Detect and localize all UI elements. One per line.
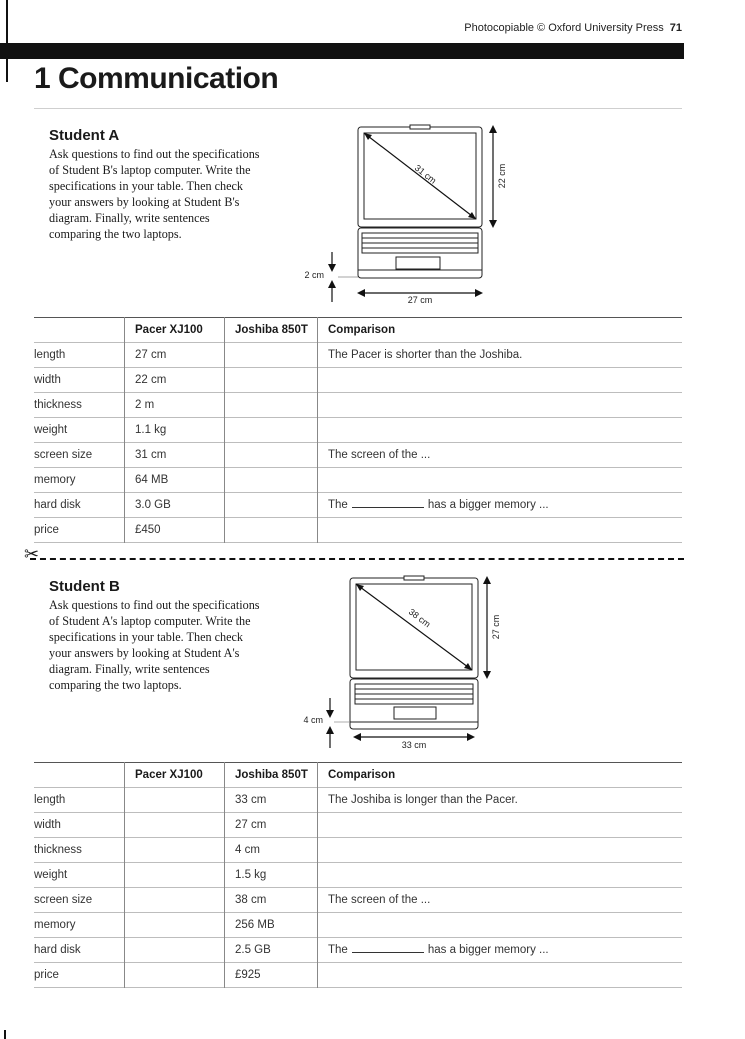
- row-label: weight: [34, 869, 68, 881]
- student-b-table: [34, 762, 682, 988]
- table-row: [34, 888, 682, 913]
- table-header-row: [34, 318, 682, 343]
- table-header-cell: [34, 318, 125, 343]
- pacer-cell: [125, 888, 225, 913]
- row-label: length: [34, 349, 66, 361]
- height-label: 27 cm: [491, 614, 501, 640]
- row-label: screen size: [34, 894, 93, 906]
- pacer-cell: 64 MB: [125, 468, 225, 493]
- joshiba-cell: 1.5 kg: [225, 863, 318, 888]
- row-label: weight: [34, 424, 68, 436]
- row-label: width: [34, 374, 61, 386]
- comparison-cell: [318, 963, 683, 988]
- thickness-label: 2 cm: [304, 270, 324, 280]
- pacer-cell: [125, 838, 225, 863]
- table-header-cell: Joshiba 850T: [225, 763, 318, 788]
- pacer-cell: 22 cm: [125, 368, 225, 393]
- student-a-heading: Student A: [49, 127, 120, 144]
- joshiba-cell: [225, 418, 318, 443]
- table-header-cell: Pacer XJ100: [125, 318, 225, 343]
- laptop-drawing: [350, 576, 478, 729]
- comparison-prefix: The: [328, 499, 348, 511]
- student-b-laptop-diagram: [298, 573, 508, 758]
- table-row: [34, 393, 682, 418]
- table-row: [34, 468, 682, 493]
- pacer-cell: [125, 863, 225, 888]
- comparison-cell: The Joshiba is longer than the Pacer.: [318, 788, 683, 813]
- row-label: thickness: [34, 844, 82, 856]
- joshiba-cell: [225, 393, 318, 418]
- table-row: [34, 518, 682, 543]
- comparison-cell: [318, 863, 683, 888]
- row-label: hard disk: [34, 499, 81, 511]
- joshiba-cell: [225, 468, 318, 493]
- pacer-cell: £450: [125, 518, 225, 543]
- pacer-cell: 31 cm: [125, 443, 225, 468]
- joshiba-cell: 27 cm: [225, 813, 318, 838]
- comparison-cell: [318, 493, 683, 518]
- comparison-cell: [318, 368, 683, 393]
- row-label: thickness: [34, 399, 82, 411]
- table-header-cell: Pacer XJ100: [125, 763, 225, 788]
- copyright-notice: Photocopiable © Oxford University Press: [464, 22, 664, 34]
- joshiba-cell: £925: [225, 963, 318, 988]
- comparison-cell: [318, 418, 683, 443]
- row-label: length: [34, 794, 66, 806]
- comparison-suffix: has a bigger memory ...: [427, 944, 549, 956]
- pacer-cell: [125, 813, 225, 838]
- page-header: [464, 22, 682, 34]
- pacer-cell: [125, 788, 225, 813]
- laptop-drawing: [358, 125, 482, 278]
- title-divider: [34, 108, 682, 109]
- pacer-cell: 3.0 GB: [125, 493, 225, 518]
- joshiba-cell: 4 cm: [225, 838, 318, 863]
- row-label: price: [34, 524, 59, 536]
- table-header-cell: Joshiba 850T: [225, 318, 318, 343]
- comparison-prefix: The: [328, 944, 348, 956]
- table-header-cell: Comparison: [318, 318, 683, 343]
- page-edge-mark: [4, 1030, 6, 1039]
- student-b-heading: Student B: [49, 578, 120, 595]
- table-row: [34, 813, 682, 838]
- comparison-cell: [318, 813, 683, 838]
- pacer-cell: 2 m: [125, 393, 225, 418]
- table-row: [34, 788, 682, 813]
- comparison-cell: [318, 468, 683, 493]
- comparison-cell: [318, 393, 683, 418]
- width-label: 33 cm: [401, 740, 427, 750]
- joshiba-cell: [225, 368, 318, 393]
- joshiba-cell: [225, 443, 318, 468]
- joshiba-cell: [225, 518, 318, 543]
- height-label: 22 cm: [497, 163, 507, 189]
- comparison-cell: [318, 913, 683, 938]
- comparison-cell: [318, 518, 683, 543]
- student-b-instructions: Ask questions to find out the specifications of Student A's laptop computer. Write the specifications in your table. Then check your answers by looking at Student A's diagram. Finally, write sentences comparing the two laptops.: [49, 598, 260, 692]
- table-row: [34, 368, 682, 393]
- table-header-row: [34, 763, 682, 788]
- row-label: screen size: [34, 449, 93, 461]
- comparison-cell: The screen of the ...: [318, 888, 683, 913]
- row-label: memory: [34, 919, 76, 931]
- cut-line: [30, 558, 684, 560]
- student-a-laptop-diagram: [298, 122, 508, 312]
- width-label: 27 cm: [407, 295, 433, 305]
- row-label: width: [34, 819, 61, 831]
- table-header-cell: [34, 763, 125, 788]
- pacer-cell: 1.1 kg: [125, 418, 225, 443]
- table-header-cell: Comparison: [318, 763, 683, 788]
- scissors-icon: ✂: [24, 544, 40, 564]
- header-bar: [0, 43, 684, 59]
- table-row: [34, 418, 682, 443]
- comparison-cell: [318, 938, 683, 963]
- pacer-cell: 27 cm: [125, 343, 225, 368]
- page-number: 71: [669, 22, 682, 34]
- page-edge-line: [6, 0, 8, 82]
- page-title: 1 Communication: [34, 62, 279, 95]
- joshiba-cell: 33 cm: [225, 788, 318, 813]
- pacer-cell: [125, 913, 225, 938]
- thickness-label: 4 cm: [303, 715, 323, 725]
- table-row: [34, 493, 682, 518]
- joshiba-cell: [225, 343, 318, 368]
- comparison-suffix: has a bigger memory ...: [427, 499, 549, 511]
- comparison-cell: The screen of the ...: [318, 443, 683, 468]
- row-label: hard disk: [34, 944, 81, 956]
- comparison-cell: [318, 838, 683, 863]
- pacer-cell: [125, 938, 225, 963]
- table-row: [34, 863, 682, 888]
- joshiba-cell: 2.5 GB: [225, 938, 318, 963]
- fill-in-blank: [352, 952, 424, 953]
- table-row: [34, 443, 682, 468]
- table-row: [34, 838, 682, 863]
- fill-in-blank: [352, 507, 424, 508]
- joshiba-cell: [225, 493, 318, 518]
- table-row: [34, 938, 682, 963]
- comparison-cell: The Pacer is shorter than the Joshiba.: [318, 343, 683, 368]
- student-a-instructions: Ask questions to find out the specifications of Student B's laptop computer. Write the specifications in your table. Then check your answers by looking at Student B's diagram. Finally, write sentences comparing the two laptops.: [49, 147, 260, 241]
- diagonal-label: 38 cm: [406, 606, 433, 630]
- diagonal-label: 31 cm: [412, 162, 439, 186]
- table-row: [34, 963, 682, 988]
- row-label: price: [34, 969, 59, 981]
- row-label: memory: [34, 474, 76, 486]
- joshiba-cell: 256 MB: [225, 913, 318, 938]
- table-row: [34, 913, 682, 938]
- student-a-table: [34, 317, 682, 543]
- joshiba-cell: 38 cm: [225, 888, 318, 913]
- table-row: [34, 343, 682, 368]
- pacer-cell: [125, 963, 225, 988]
